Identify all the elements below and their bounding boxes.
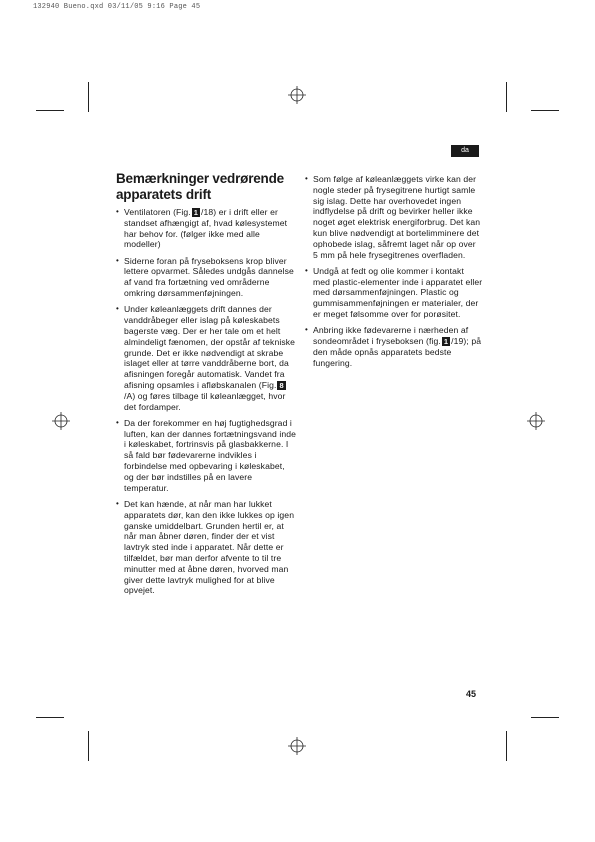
list-item-text: Da der forekommer en høj fugtighedsgrad i luften, kan der dannes fortætningsvand inde i køleskabet, fortrinsvis på glasbakkerne. I så fald bør fødevarerne indvikles i forbindelse med opbevaring i køleskabet, og der bør indstilles på en lavere temperatur. [124,417,296,493]
list-item-text: /19); på den måde opnås apparatets bedste fungering. [313,336,482,368]
list-item-text: /A) og føres tilbage til køleanlægget, hvor det fordamper. [124,390,286,412]
list-item-text: Under køleanlæggets drift dannes der vanddråbeger eller islag på køleskabets bagerste væg. Der er her tale om et helt almindeligt fænomen, der opstår af tekniske grunde. Det er ikke nødvendigt at skrabe islaget eller at tørre vanddråberne bort, da afisningen foregår automatisk. Vandet fra afisning opsamles i afløbskanalen (Fig. [124,304,296,390]
list-item-text: Som følge af køleanlæggets virke kan der nogle steder på frysegitrene hurtigt samle sig islag. Dette har overhovedet ingen indflydelse på drift og bevirker heller ikke noget øget elektrisk energiforbrug. Det kan kun blive nødvendigt at bortelimminere det ophobede islag, såfremt laget når op over 5 mm på hele frysegitrenes overfladen. [313,174,481,260]
crop-mark-top-right-h [531,110,559,111]
list-item [116,499,296,596]
right-column [305,174,483,374]
crop-mark-bottom-left [88,731,89,761]
list-item-text: Ventilatoren (Fig. [124,207,191,217]
crop-mark-bottom-left-h [36,717,64,718]
section-title: Bemærkninger vedrørende apparatets drift [116,171,284,202]
list-item-text: Det kan hænde, at når man har lukket apparatets dør, kan den ikke lukkes op igen ganske umiddelbart. Grunden hertil er, at når man åbner døren, finder der et vist lavtryk sted inde i apparatet. Når dette er tilfældet, bør man derfor afvente to til tre minutter med at åbne døren, hvorved man giver dette lavtryk mulighed for at blive opvejet. [124,498,295,596]
registration-mark-right-icon [527,412,545,430]
list-item-text: /18) er i drift eller er standset afhængigt af, hvad kølesystemet har behov for. (følger ikke med alle modeller) [124,207,288,250]
list-item [116,418,296,494]
list-item [305,266,483,320]
list-item [305,174,483,260]
list-item-text: Undgå at fedt og olie kommer i kontakt med plastic-elementer inde i apparatet eller med dørsammenføjningen. Plastic og gummisammenføjningen er materialer, der er meget følsomme over for porøsitet. [313,265,483,320]
figure-reference-badge: 8 [279,380,284,390]
registration-mark-bottom-icon [288,737,306,755]
list-item-text: Siderne foran på fryseboksens krop bliver lettere opvarmet. Således undgås dannelse af vand fra fortætning ved områderne omkring dørsammenføjningen. [124,255,294,299]
crop-mark-top-left-h [36,110,64,111]
list-item-text: Anbring ikke fødevarerne i nærheden af sondeområdet i fryseboksen (fig. [313,325,469,347]
left-column [116,207,296,602]
registration-mark-left-icon [52,412,70,430]
registration-mark-top-icon [288,86,306,104]
list-item [305,325,483,368]
page-number: 45 [466,689,477,699]
crop-mark-bottom-right-h [531,717,559,718]
figure-reference-badge: 1 [443,337,449,347]
list-item [116,207,296,250]
figure-reference-badge: 1 [193,208,199,217]
list-item [116,256,296,299]
list-item [116,304,296,412]
language-tab: da [451,145,479,157]
print-slug: 132940 Bueno.qxd 03/11/05 9:16 Page 45 [33,3,201,11]
crop-mark-top-right [506,82,507,112]
crop-mark-top-left [88,82,89,112]
crop-mark-bottom-right [506,731,507,761]
